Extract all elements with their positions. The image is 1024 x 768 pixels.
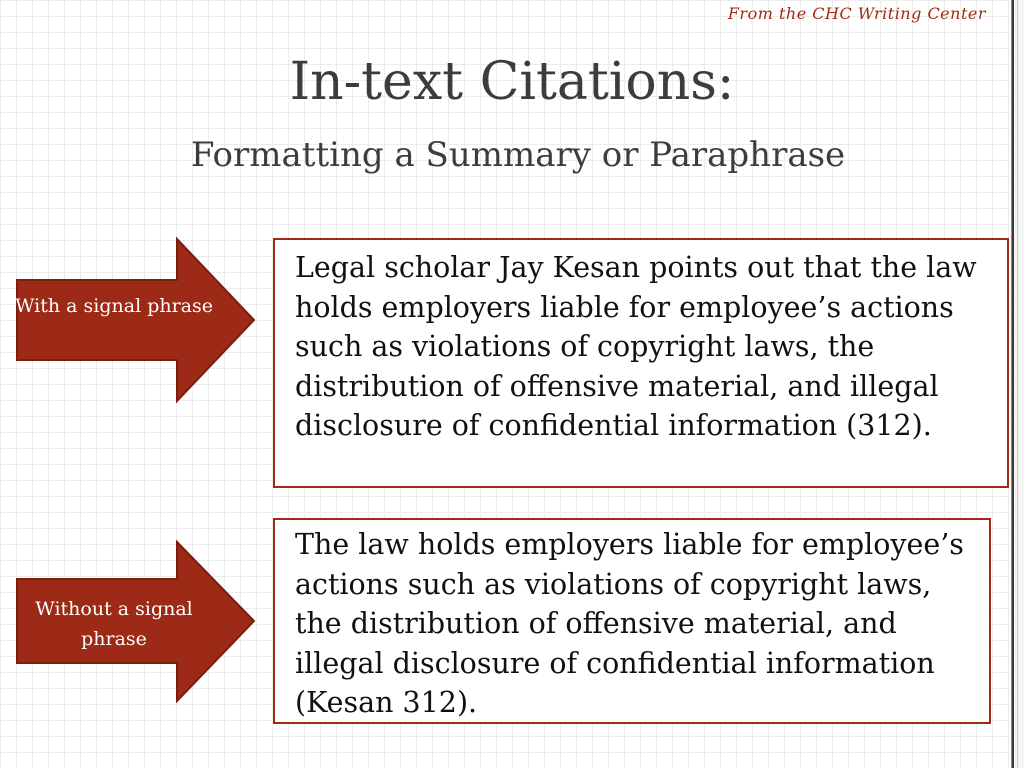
example-text-with-signal: Legal scholar Jay Kesan points out that the law holds employers liable for employee’s actions such as violations of copyright laws, the distribution of offensive material, and illegal disclosure of confidential information (312). bbox=[295, 251, 977, 442]
source-note: From the CHC Writing Center bbox=[727, 4, 986, 23]
arrow-label-without-signal: Without a signal phrase bbox=[35, 598, 193, 650]
slide-subtitle: Formatting a Summary or Paraphrase bbox=[190, 135, 846, 175]
example-without-signal-phrase bbox=[273, 518, 991, 724]
slide-right-edge bbox=[1011, 0, 1024, 768]
no-signal-phrase-arrow bbox=[14, 539, 258, 707]
signal-phrase-arrow bbox=[14, 236, 258, 404]
slide-title: In-text Citations: bbox=[289, 52, 735, 112]
example-text-without-signal: The law holds employers liable for employee’s actions such as violations of copyright laws, the distribution of offensive material, and illegal disclosure of confidential information (Kesan 312). bbox=[295, 528, 964, 719]
example-with-signal-phrase bbox=[273, 238, 1009, 488]
arrow-label-with-signal: With a signal phrase bbox=[14, 295, 214, 317]
